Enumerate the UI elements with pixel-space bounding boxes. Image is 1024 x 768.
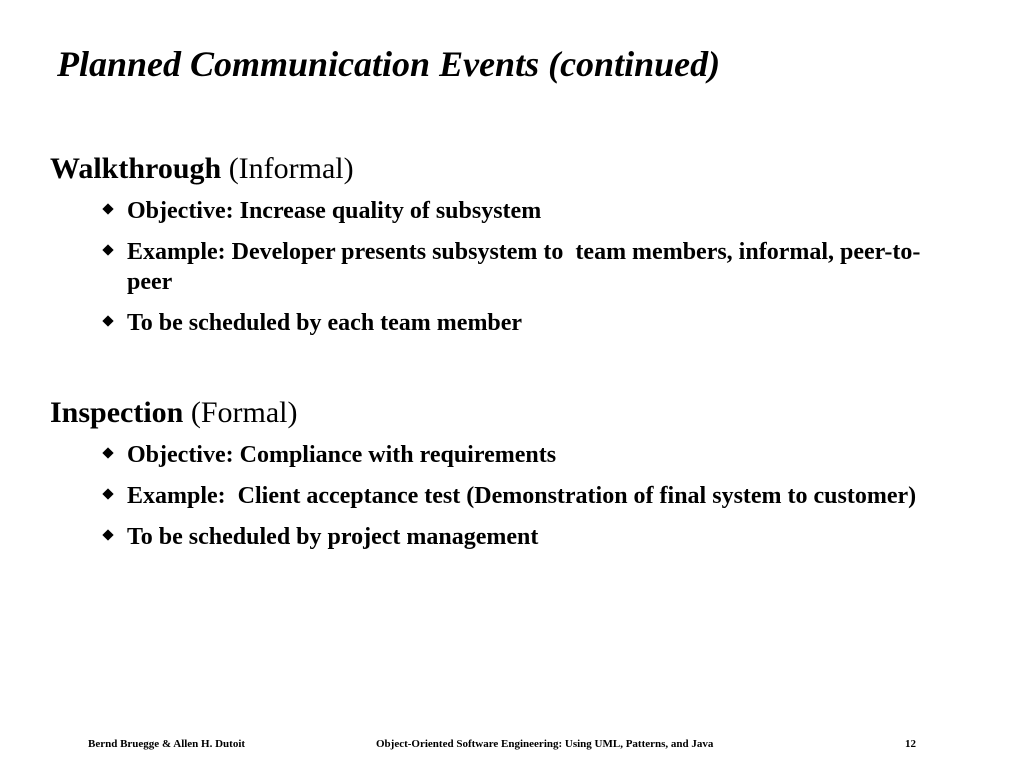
bullet-item: [104, 308, 947, 338]
bullet-item: [104, 237, 947, 297]
section-heading: [50, 394, 980, 432]
bullet-text: To be scheduled by project management: [127, 524, 539, 550]
bullet-text: Objective: Compliance with requirements: [127, 442, 557, 468]
footer-authors: Bernd Bruegge & Allen H. Dutoit: [88, 738, 246, 750]
section-walkthrough: [50, 150, 980, 349]
diamond-bullet-icon: [102, 315, 113, 326]
diamond-bullet-icon: [102, 244, 113, 255]
slide-title: Planned Communication Events (continued): [57, 44, 721, 84]
section-heading-qualifier: (Informal): [228, 152, 354, 185]
diamond-bullet-icon: [102, 203, 113, 214]
bullet-text: Example: Developer presents subsystem to team members, informal, peer-to-peer: [127, 239, 921, 295]
bullet-item: [104, 522, 947, 552]
diamond-bullet-icon: [102, 529, 113, 540]
bullet-text: To be scheduled by each team member: [127, 310, 523, 336]
footer-book-title: Object-Oriented Software Engineering: Using UML, Patterns, and Java: [376, 738, 714, 750]
bullet-text: Objective: Increase quality of subsystem: [127, 198, 542, 224]
footer-page-number: 12: [905, 738, 916, 750]
bullet-text: Example: Client acceptance test (Demonstration of final system to customer): [127, 483, 917, 509]
section-inspection: [50, 394, 980, 563]
bullet-item: [104, 481, 947, 511]
section-heading-qualifier: (Formal): [190, 396, 298, 429]
bullet-list: [50, 196, 980, 338]
section-heading-title: Walkthrough: [50, 152, 222, 185]
diamond-bullet-icon: [102, 447, 113, 458]
bullet-list: [50, 440, 980, 552]
section-heading-title: Inspection: [50, 396, 184, 429]
diamond-bullet-icon: [102, 488, 113, 499]
bullet-item: [104, 440, 947, 470]
bullet-item: [104, 196, 947, 226]
section-heading: [50, 150, 980, 188]
